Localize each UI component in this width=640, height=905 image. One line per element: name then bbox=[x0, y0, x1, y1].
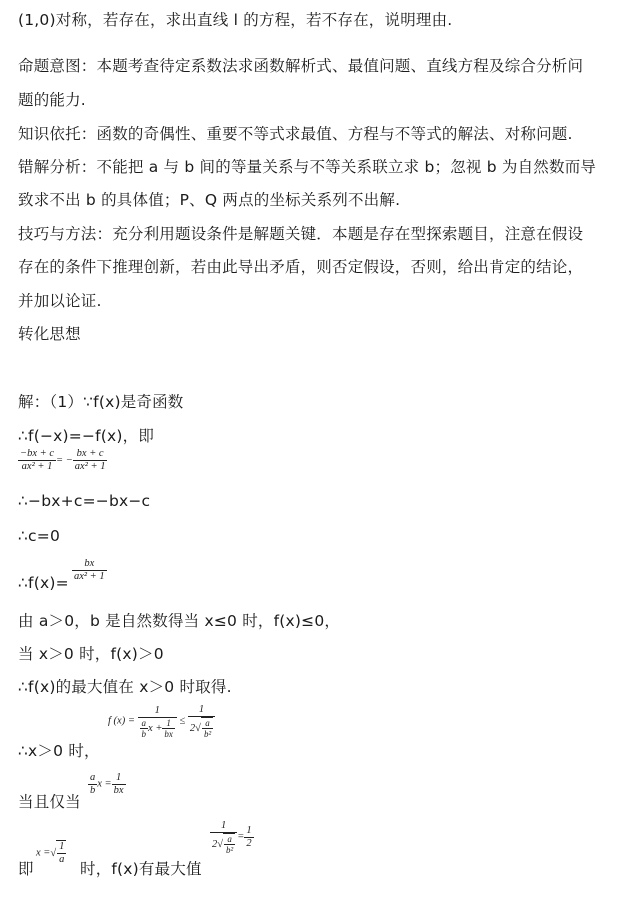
solution-line-10: 当且仅当 bbox=[18, 793, 81, 811]
formula-denominator: ax² + 1 bbox=[74, 571, 105, 582]
text-line-3: 题的能力. bbox=[18, 91, 86, 109]
formula-b-squared: b² bbox=[203, 729, 212, 739]
formula-b: b bbox=[90, 785, 96, 796]
formula-eq: = bbox=[237, 831, 245, 843]
formula-b-squared: b² bbox=[226, 845, 234, 855]
text-line-6: 致求不出 b 的具体值；P、Q 两点的坐标关系列不出解. bbox=[18, 191, 401, 209]
formula-one: 1 bbox=[162, 718, 175, 729]
text-line-5: 错解分析：不能把 a 与 b 间的等量关系与不等关系联立求 b；忽视 b 为自然数而导 bbox=[18, 158, 597, 176]
solution-line-3: ∴−bx+c=−bx−c bbox=[18, 492, 151, 510]
formula-one: 1 bbox=[59, 841, 65, 852]
formula-a: a bbox=[202, 718, 213, 729]
sqrt-icon: √ bbox=[195, 722, 201, 734]
formula-a: a bbox=[90, 772, 96, 783]
formula-f-of-x bbox=[72, 558, 107, 583]
formula-bx: bx bbox=[113, 785, 124, 796]
formula-two: 2 bbox=[246, 838, 252, 849]
formula-two: 2 bbox=[189, 722, 196, 734]
formula-numerator: 1 bbox=[138, 705, 177, 718]
text-line-9: 并加以论证. bbox=[18, 292, 102, 310]
solution-line-2: ∴f(−x)=−f(x)，即 bbox=[18, 427, 155, 445]
solution-line-7: 当 x＞0 时，f(x)＞0 bbox=[18, 645, 164, 663]
formula-le: ≤ bbox=[179, 715, 186, 727]
text-line-4: 知识依托：函数的奇偶性、重要不等式求最值、方程与不等式的解法、对称问题. bbox=[18, 125, 573, 143]
sqrt-icon: √ bbox=[50, 847, 57, 859]
text-line-7: 技巧与方法：充分利用题设条件是解题关键．本题是存在型探索题目，注意在假设 bbox=[18, 225, 584, 243]
formula-lhs: f (x) = bbox=[108, 715, 135, 727]
solution-line-11-start: 即 bbox=[18, 860, 34, 878]
formula-x-eq: x = bbox=[97, 778, 112, 790]
formula-numerator: bx bbox=[72, 558, 107, 571]
solution-line-6: 由 a＞0，b 是自然数得当 x≤0 时，f(x)≤0， bbox=[18, 612, 341, 630]
formula-numerator: −bx + c bbox=[20, 448, 54, 459]
formula-bx: bx bbox=[164, 728, 173, 739]
solution-line-4: ∴c=0 bbox=[18, 527, 61, 545]
formula-x-value bbox=[36, 840, 66, 866]
formula-a: a bbox=[224, 834, 235, 845]
formula-numerator: bx + c bbox=[73, 448, 108, 461]
formula-two: 2 bbox=[212, 838, 218, 850]
formula-a: a bbox=[59, 854, 65, 865]
formula-denominator: ax² + 1 bbox=[74, 461, 106, 472]
formula-x-eq: x = bbox=[36, 847, 51, 859]
formula-equality-condition bbox=[88, 772, 126, 797]
formula-odd-function bbox=[18, 448, 107, 473]
text-line-8: 存在的条件下推理创新，若由此导出矛盾，则否定假设，否则，给出肯定的结论， bbox=[18, 258, 584, 276]
formula-x-plus: x + bbox=[148, 722, 163, 734]
solution-line-1: 解：（1）∵f(x)是奇函数 bbox=[18, 393, 184, 411]
solution-line-8: ∴f(x)的最大值在 x＞0 时取得. bbox=[18, 678, 232, 696]
formula-one: 1 bbox=[246, 825, 252, 836]
solution-line-5: ∴f(x)= bbox=[18, 574, 69, 592]
text-line-2: 命题意图：本题考查待定系数法求函数解析式、最值问题、直线方程及综合分析问 bbox=[18, 57, 584, 75]
formula-numerator: 1 bbox=[188, 704, 215, 717]
formula-operator: = − bbox=[56, 454, 73, 466]
formula-one: 1 bbox=[112, 772, 126, 785]
text-line-10: 转化思想 bbox=[18, 325, 81, 343]
text-line-1: (1,0)对称，若存在，求出直线 l 的方程，若不存在，说明理由. bbox=[18, 11, 453, 29]
sqrt-icon: √ bbox=[217, 838, 224, 850]
formula-denominator: ax² + 1 bbox=[21, 461, 53, 472]
formula-b: b bbox=[141, 728, 147, 739]
formula-a: a bbox=[141, 717, 147, 728]
formula-max-value bbox=[210, 820, 254, 855]
solution-line-9: ∴x＞0 时， bbox=[18, 742, 100, 760]
formula-inequality bbox=[108, 704, 215, 739]
formula-one: 1 bbox=[210, 820, 237, 833]
solution-line-11-end: 时，f(x)有最大值 bbox=[80, 860, 202, 878]
